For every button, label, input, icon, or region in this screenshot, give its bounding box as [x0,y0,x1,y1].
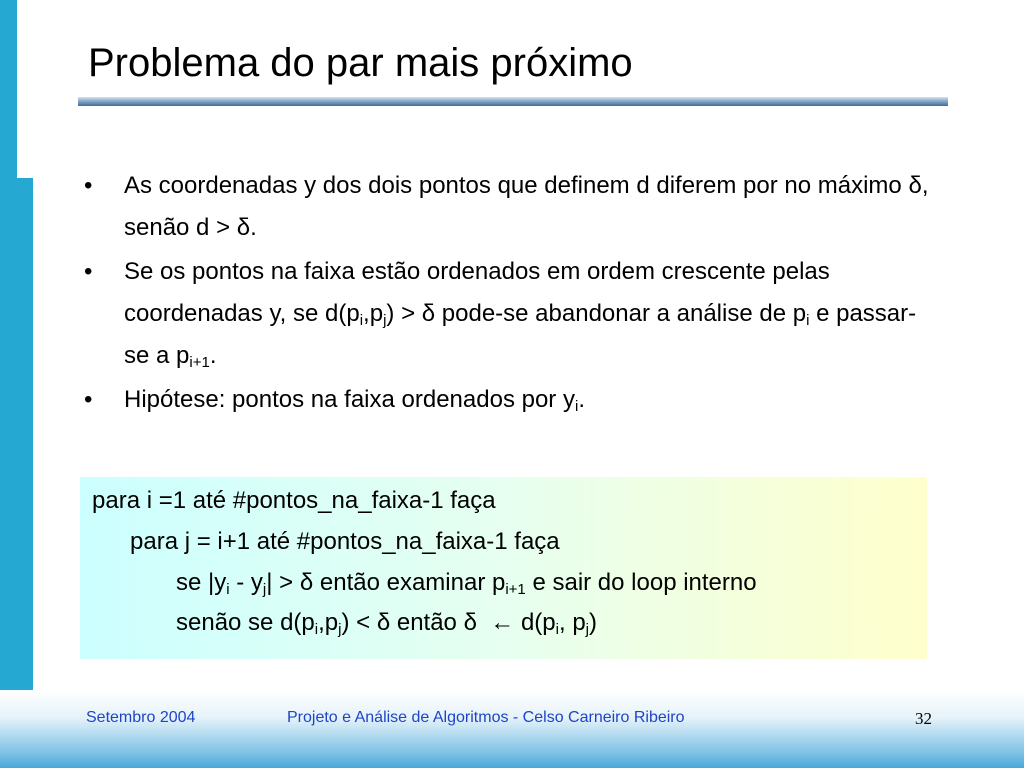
subscript: i [806,312,810,329]
bullet-text: . [209,342,217,369]
bullet-list [84,165,934,423]
delta-symbol: δ [463,609,477,636]
delta-symbol: δ [299,569,314,596]
subscript: i [359,312,364,329]
code-text: - y [229,569,263,596]
bullet-text: e passar-se a p [124,300,917,369]
left-arrow-icon: ← [476,609,521,636]
left-accent-bar [0,0,17,768]
subscript: i+1 [189,354,210,371]
bullet-marker: • [84,386,93,413]
delta-symbol: δ [908,172,922,199]
code-text: | > [266,569,300,596]
bullet-text: ) > [386,300,422,327]
code-text: ) < [341,609,377,636]
bullet-text: ,p [363,300,384,327]
bullet-text: , senão d > [124,172,929,241]
subscript: i [555,621,559,638]
code-text: ) [589,609,598,636]
subscript: j [383,312,387,329]
delta-symbol: δ [236,214,251,241]
bullet-text: pode-se abandonar a análise de p [435,300,807,327]
code-text: se |y [176,569,227,596]
code-line [176,609,597,637]
bullet-text: Se os pontos na faixa estão ordenados em ordem crescente pelas coordenadas y, se d(p [124,258,830,327]
code-text: e sair do loop interno [525,569,757,596]
page-number: 32 [915,709,932,728]
bullet-marker: • [84,258,93,285]
subscript: j [585,621,590,638]
subscript: i [314,621,319,638]
bullet-item [84,165,934,249]
pseudocode-box [80,477,927,659]
left-accent-bar-lower [17,178,33,750]
code-line: para j = i+1 até #pontos_na_faixa-1 faça [130,528,560,555]
code-line: para i =1 até #pontos_na_faixa-1 faça [92,487,496,514]
bullet-text: . [578,386,585,413]
code-text: ,p [318,609,339,636]
bullet-marker: • [84,172,93,199]
code-text: então examinar p [313,569,506,596]
slide-title: Problema do par mais próximo [88,41,633,85]
code-text: d(p [520,609,556,636]
footer-background [0,690,1024,768]
bullet-item [84,251,934,377]
subscript: j [262,581,267,598]
footer-course-title: Projeto e Análise de Algoritmos - Celso Carneiro Ribeiro [287,709,685,726]
bullet-text: . [250,214,257,241]
code-text: , p [558,609,586,636]
delta-symbol: δ [376,609,391,636]
delta-symbol: δ [421,300,436,327]
bullet-text: As coordenadas y dos dois pontos que definem d diferem por no máximo [124,172,909,199]
subscript: i+1 [505,581,526,598]
code-text: então [390,609,464,636]
footer-date: Setembro 2004 [86,709,196,726]
code-line [176,569,757,597]
subscript: i [574,398,579,415]
bullet-text: Hipótese: pontos na faixa ordenados por y [124,386,575,413]
bullet-item [84,379,934,421]
code-text: senão se d(p [176,609,315,636]
subscript: j [338,621,342,638]
subscript: i [226,581,230,598]
title-underline [78,97,948,106]
